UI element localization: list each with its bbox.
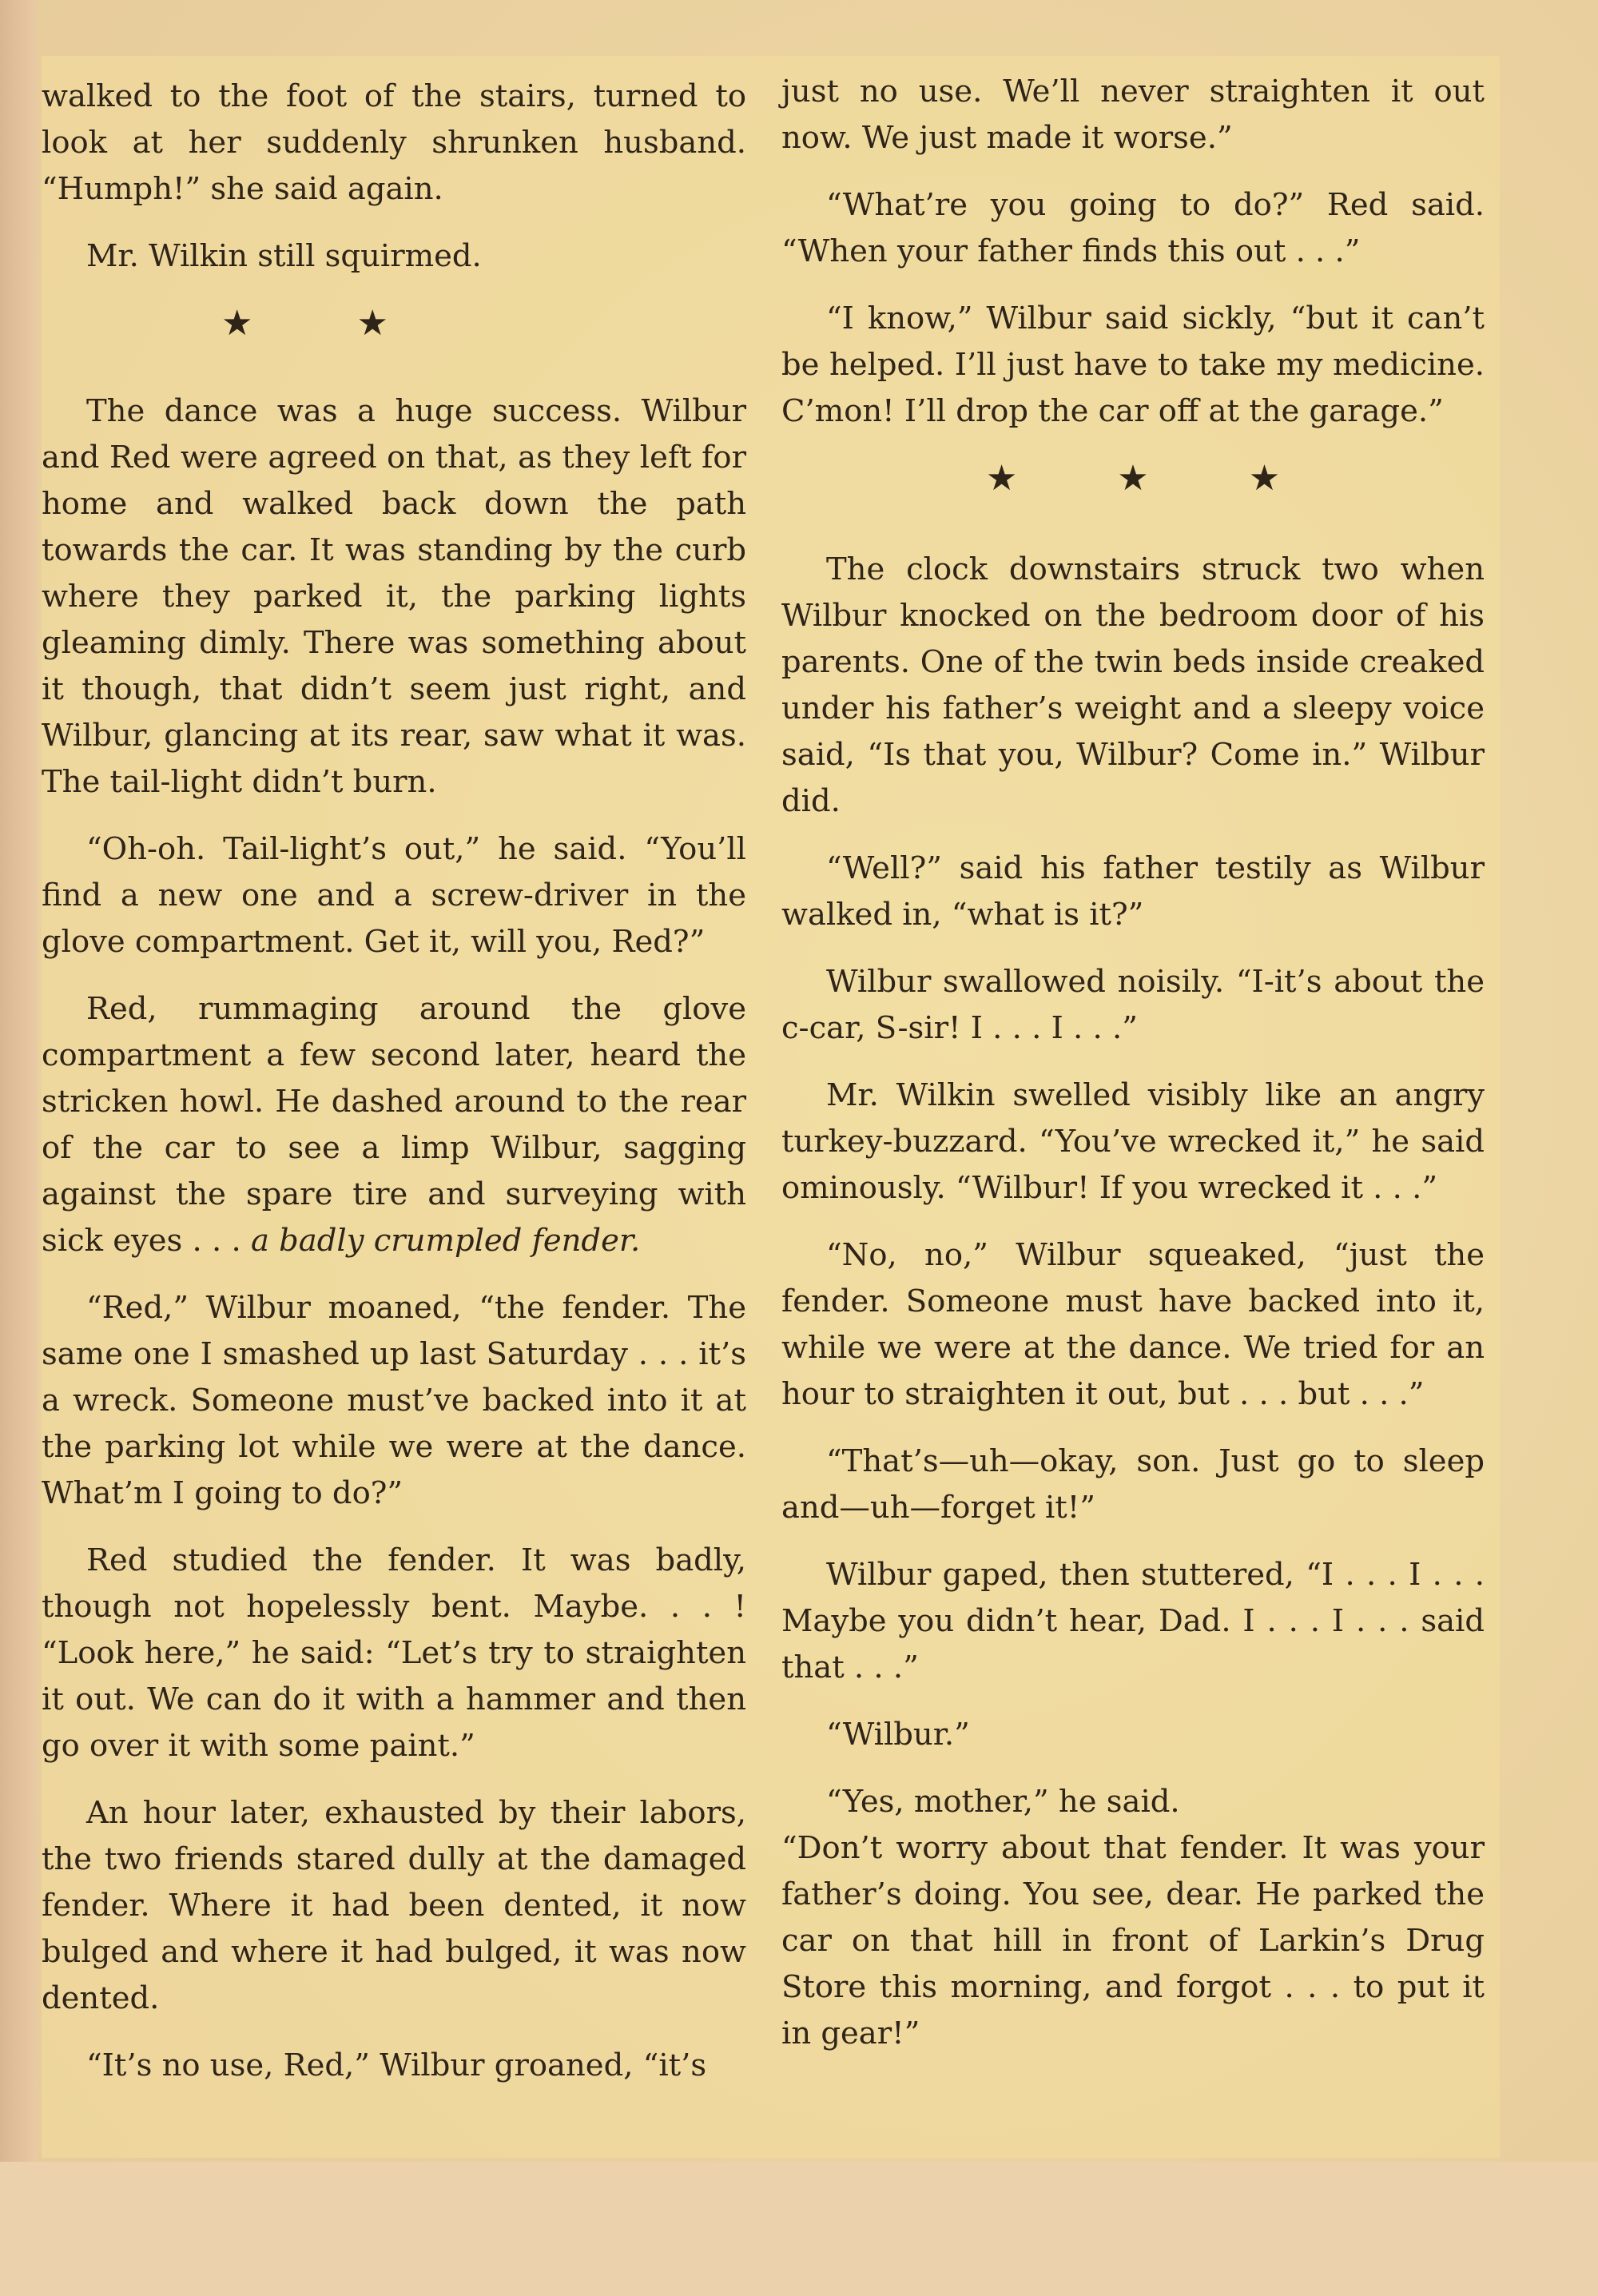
paragraph: “Oh-oh. Tail-light’s out,” he said. “You’ll find a new one and a screw-driver in the glove compartment. Get it, will you, Red?” xyxy=(42,831,746,960)
star-icon: ★ xyxy=(1248,458,1281,499)
paragraph: “Yes, mother,” he said. xyxy=(826,1784,1180,1820)
paragraph-text: Red, rummaging around the glove compartment a few second later, heard the stricken howl. He dashed around to the rear of the car to see a limp Wilbur, sagging against the spare tire and surveying with sick eyes . . . xyxy=(42,991,746,1259)
italic-phrase: a badly crumpled fender. xyxy=(250,1223,641,1259)
paragraph: “Well?” said his father testily as Wilbur walked in, “what is it?” xyxy=(781,850,1485,933)
star-icon: ★ xyxy=(1117,458,1149,499)
paragraph: “I know,” Wilbur said sickly, “but it can’t be helped. I’ll just have to take my medicine. C’mon! I’ll drop the car off at the garage.” xyxy=(781,300,1485,429)
paragraph: An hour later, exhausted by their labors, the two friends stared dully at the damaged fender. Where it had been dented, it now bulged and where it had bulged, it was now dented. xyxy=(42,1795,746,2016)
paragraph: Wilbur swallowed noisily. “I-it’s about the c-car, S-sir! I . . . I . . .” xyxy=(781,964,1485,1046)
star-icon: ★ xyxy=(221,303,253,344)
star-icon: ★ xyxy=(356,303,388,344)
star-icon: ★ xyxy=(985,458,1018,499)
paragraph: The dance was a huge success. Wilbur and Red were agreed on that, as they left for home and walked back down the path towards the car. It was standing by the curb where they parked it, the parking lights gleaming dimly. There was something about it though, that didn’t seem just right, and Wilbur, glancing at its rear, saw what it was. The tail-light didn’t burn. xyxy=(42,393,746,800)
paragraph: Mr. Wilkin still squirmed. xyxy=(86,238,482,274)
paragraph: “Wilbur.” xyxy=(826,1717,970,1753)
left-column xyxy=(42,74,746,2089)
paragraph: “What’re you going to do?” Red said. “When your father finds this out . . .” xyxy=(781,187,1485,269)
right-column xyxy=(781,69,1485,2057)
paragraph: just no use. We’ll never straighten it out now. We just made it worse.” xyxy=(781,74,1485,156)
bottom-margin xyxy=(0,2162,1598,2296)
paragraph: walked to the foot of the stairs, turned to look at her suddenly shrunken husband. “Humph!” she said again. xyxy=(42,78,746,207)
paragraph: “Don’t worry about that fender. It was your father’s doing. You see, dear. He parked the car on that hill in front of Larkin’s Drug Store this morning, and forgot . . . to put it in gear!” xyxy=(781,1830,1485,2051)
paragraph: “It’s no use, Red,” Wilbur groaned, “it’s xyxy=(86,2047,707,2083)
paragraph: Red studied the fender. It was badly, though not hopelessly bent. Maybe. . . ! “Look here,” he said: “Let’s try to straighten it out. We can do it with a hammer and then go over it with some paint.” xyxy=(42,1542,746,1764)
paragraph: The clock downstairs struck two when Wilbur knocked on the bedroom door of his parents. One of the twin beds inside creaked under his father’s weight and a sleepy voice said, “Is that you, Wilbur? Come in.” Wilbur did. xyxy=(781,551,1485,819)
paragraph: “That’s—uh—okay, son. Just go to sleep and—uh—forget it!” xyxy=(781,1443,1485,1526)
paragraph: “No, no,” Wilbur squeaked, “just the fender. Someone must have backed into it, while we were at the dance. We tried for an hour to straighten it out, but . . . but . . .” xyxy=(781,1237,1485,1412)
section-break-stars xyxy=(781,456,1485,502)
paragraph: Wilbur gaped, then stuttered, “I . . . I . . . Maybe you didn’t hear, Dad. I . . . I . . . said that . . .” xyxy=(781,1557,1485,1685)
paragraph: “Red,” Wilbur moaned, “the fender. The same one I smashed up last Saturday . . . it’s a wreck. Someone must’ve backed into it at the parking lot while we were at the dance. What’m I going to do?” xyxy=(42,1290,746,1511)
section-break-stars xyxy=(42,300,746,347)
paragraph xyxy=(42,986,746,1264)
paragraph: Mr. Wilkin swelled visibly like an angry turkey-buzzard. “You’ve wrecked it,” he said ominously. “Wilbur! If you wrecked it . . .” xyxy=(781,1077,1485,1206)
page-spine-shadow xyxy=(0,0,37,2296)
